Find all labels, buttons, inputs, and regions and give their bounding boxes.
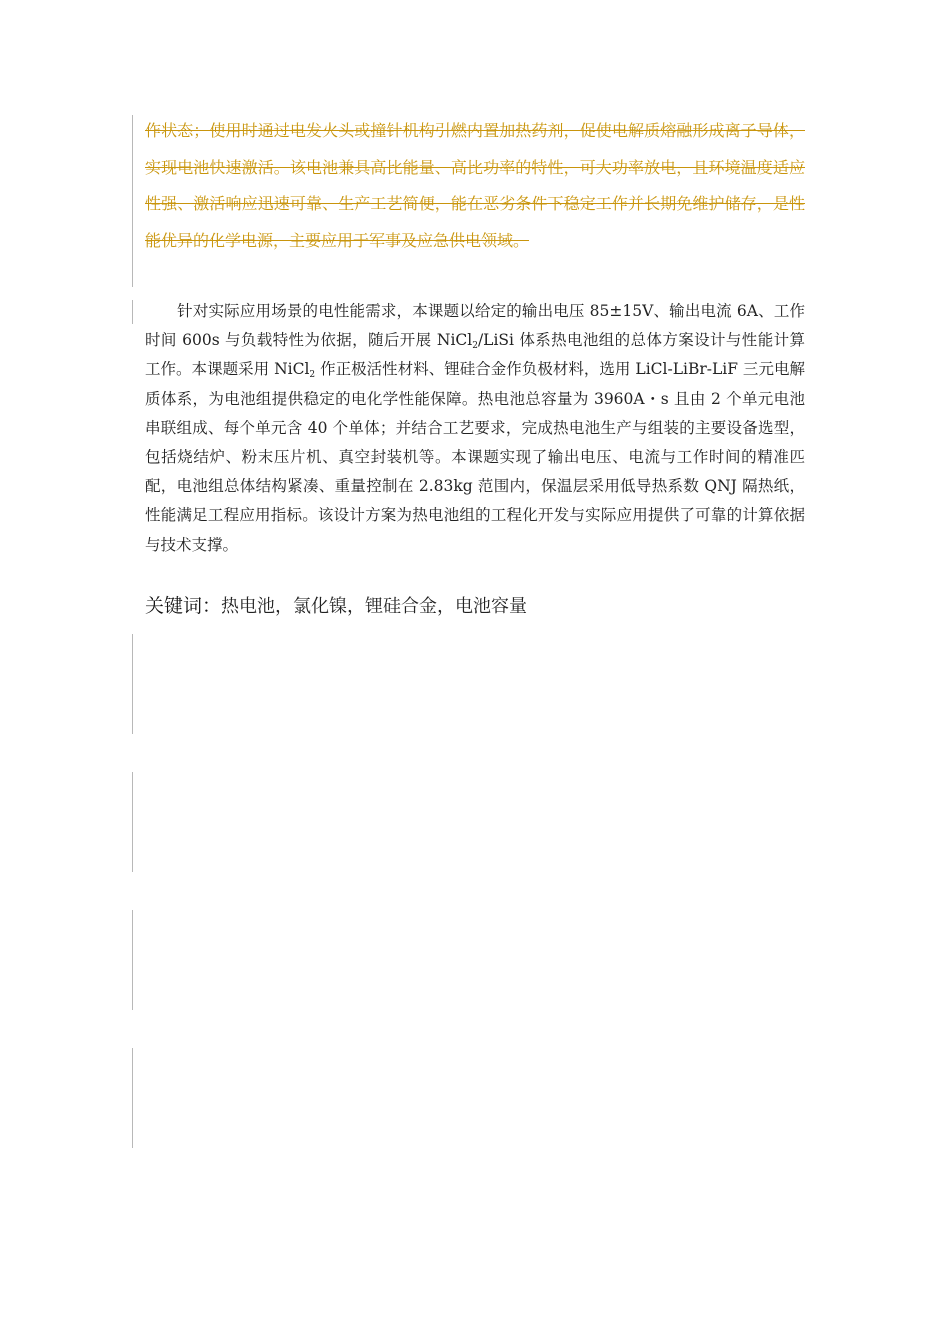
change-bar (132, 634, 133, 734)
change-bar (132, 300, 133, 324)
subscript-2: 2 (472, 341, 478, 352)
abstract-text-part-2: /LiSi 体系热电池组的总体方案设计与性能计算工作。本课题采用 NiCl (145, 331, 805, 379)
abstract-text-part-1: 针对实际应用场景的电性能需求，本课题以给定的输出电压 85±15V、输出电流 6A、工作时间 600s 与负载特性为依据，随后开展 NiCl (145, 302, 805, 350)
deleted-paragraph: 作状态；使用时通过电发火头或撞针机构引燃内置加热药剂，促使电解质熔融形成离子导体，实现电池快速激活。该电池兼具高比能量、高比功率的特性，可大功率放电，且环境温度适应性强、激活响应迅速可靠、生产工艺简便，能在恶劣条件下稳定工作并长期免维护储存，是性能优异的化学电源，主要应用于军事及应急供电领域。 (145, 121, 805, 250)
change-bar (132, 772, 133, 872)
change-bar (132, 1048, 133, 1148)
keywords-values: 热电池，氯化镍，锂硅合金，电池容量 (221, 596, 528, 617)
abstract-text-part-3: 作正极活性材料、锂硅合金作负极材料，选用 LiCl-LiBr-LiF 三元电解质体系，为电池组提供稳定的电化学性能保障。热电池总容量为 3960A・s 且由 2 个单元电池串联组成、每个单元含 40 个单体；并结合工艺要求，完成热电池生产与组装的主要设备选型，包括烧结炉、粉末压片机、真空封装机等。本课题实现了输出电压、电流与工作时间的精准匹配，电池组总体结构紧凑、重量控制在 2.83kg 范围内，保温层采用低导热系数 QNJ 隔热纸，性能满足工程应用指标。该设计方案为热电池组的工程化开发与实际应用提供了可靠的计算依据与技术支撑。 (145, 360, 805, 554)
abstract-paragraph (145, 297, 805, 560)
change-bar (132, 910, 133, 1010)
keywords-line (145, 591, 805, 622)
keywords-label: 关键词： (145, 595, 222, 617)
change-bar (132, 115, 133, 287)
subscript-2: 2 (309, 370, 316, 381)
